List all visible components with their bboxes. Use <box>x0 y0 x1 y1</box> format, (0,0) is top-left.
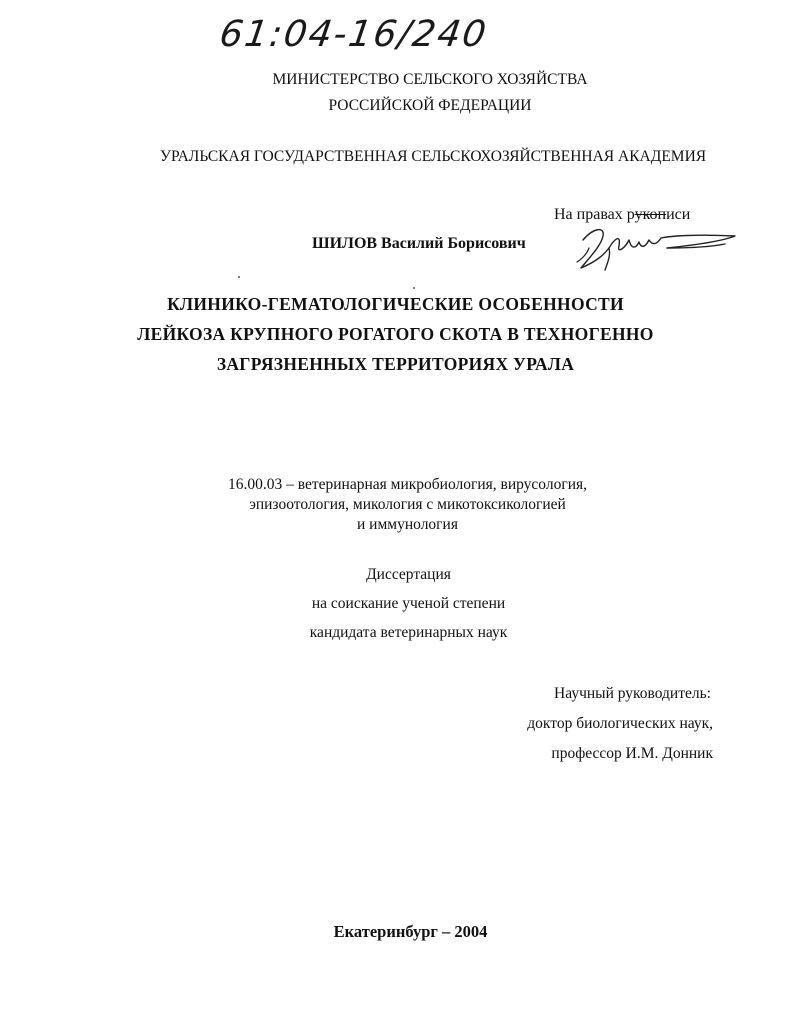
supervisor-line-2: доктор биологических наук, <box>527 715 713 732</box>
specialty-line-1: 16.00.03 – ветеринарная микробиология, вирусология, <box>227 476 587 493</box>
specialty-line-2: эпизоотология, микология с микотоксикологией <box>249 496 566 513</box>
dissertation-line-3: кандидата ветеринарных наук <box>309 624 508 641</box>
specialty-line-3: и иммунология <box>357 516 458 533</box>
dissertation-line-1: Диссертация <box>366 566 451 583</box>
author-name: ШИЛОВ Василий Борисович <box>312 235 526 252</box>
title-line-2: ЛЕЙКОЗА КРУПНОГО РОГАТОГО СКОТА В ТЕХНОГЕННО <box>137 324 654 344</box>
handwritten-archive-number: 61:04-16/240 <box>217 14 491 55</box>
rights-suffix: иси <box>666 206 691 223</box>
title-line-3: ЗАГРЯЗНЕННЫХ ТЕРРИТОРИЯХ УРАЛА <box>216 354 575 374</box>
ministry-line-1: МИНИСТЕРСТВО СЕЛЬСКОГО ХОЗЯЙСТВА <box>272 71 588 88</box>
city-year: Екатеринбург – 2004 <box>333 922 488 941</box>
rights-struck: укоп <box>634 206 667 223</box>
scan-speck <box>413 287 415 289</box>
ministry-line-2: РОССИЙСКОЙ ФЕДЕРАЦИИ <box>328 97 532 114</box>
supervisor-line-3: профессор И.М. Донник <box>551 745 713 762</box>
scan-speck <box>238 276 240 278</box>
academy-name: УРАЛЬСКАЯ ГОСУДАРСТВЕННАЯ СЕЛЬСКОХОЗЯЙСТВЕННАЯ АКАДЕМИЯ <box>160 148 707 165</box>
signature-icon <box>575 218 745 274</box>
rights-prefix: На правах р <box>554 206 635 223</box>
supervisor-line-1: Научный руководитель: <box>554 685 711 702</box>
dissertation-line-2: на соискание ученой степени <box>311 595 506 612</box>
title-line-1: КЛИНИКО-ГЕМАТОЛОГИЧЕСКИЕ ОСОБЕННОСТИ <box>167 294 624 314</box>
